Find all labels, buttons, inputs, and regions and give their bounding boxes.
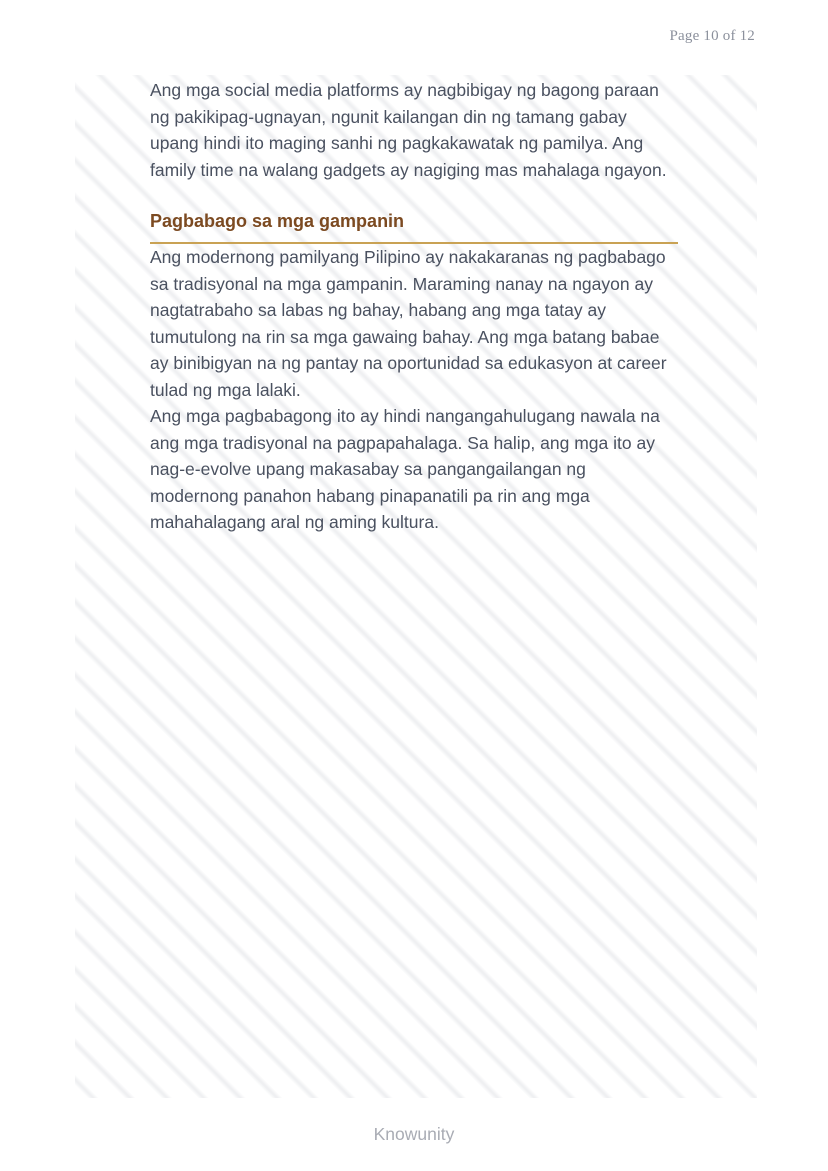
paragraph-modernong-pamilya: Ang modernong pamilyang Pilipino ay nakakaranas ng pagbabago sa tradisyonal na mga gampanin. Maraming nanay na ngayon ay nagtatrabaho sa labas ng bahay, habang ang mga tatay ay tumutulong na rin sa mga gawaing bahay. Ang mga batang babae ay binibigyan na ng pantay na oportunidad sa edukasyon at career tulad ng mga lalaki. <box>150 247 667 400</box>
paragraph-social-media: Ang mga social media platforms ay nagbibigay ng bagong paraan ng pakikipag-ugnayan, ngunit kailangan din ng tamang gabay upang hindi ito maging sanhi ng pagkakawatak ng pamilya. Ang family time na walang gadgets ay nagiging mas mahalaga ngayon. <box>150 80 667 180</box>
page-indicator: Page 10 of 12 <box>669 28 755 44</box>
footer-brand: Knowunity <box>373 1124 455 1144</box>
document-body <box>150 77 678 536</box>
section-heading-pagbabago: Pagbabago sa mga gampanin <box>150 210 678 244</box>
paragraph-pagbabagong-ito: Ang mga pagbabagong ito ay hindi nangangahulugang nawala na ang mga tradisyonal na pagpapahalaga. Sa halip, ang mga ito ay nag-e-evolve upang makasabay sa pangangailangan ng modernong panahon habang pinapanatili pa rin ang mga mahahalagang aral ng aming kultura. <box>150 406 660 532</box>
